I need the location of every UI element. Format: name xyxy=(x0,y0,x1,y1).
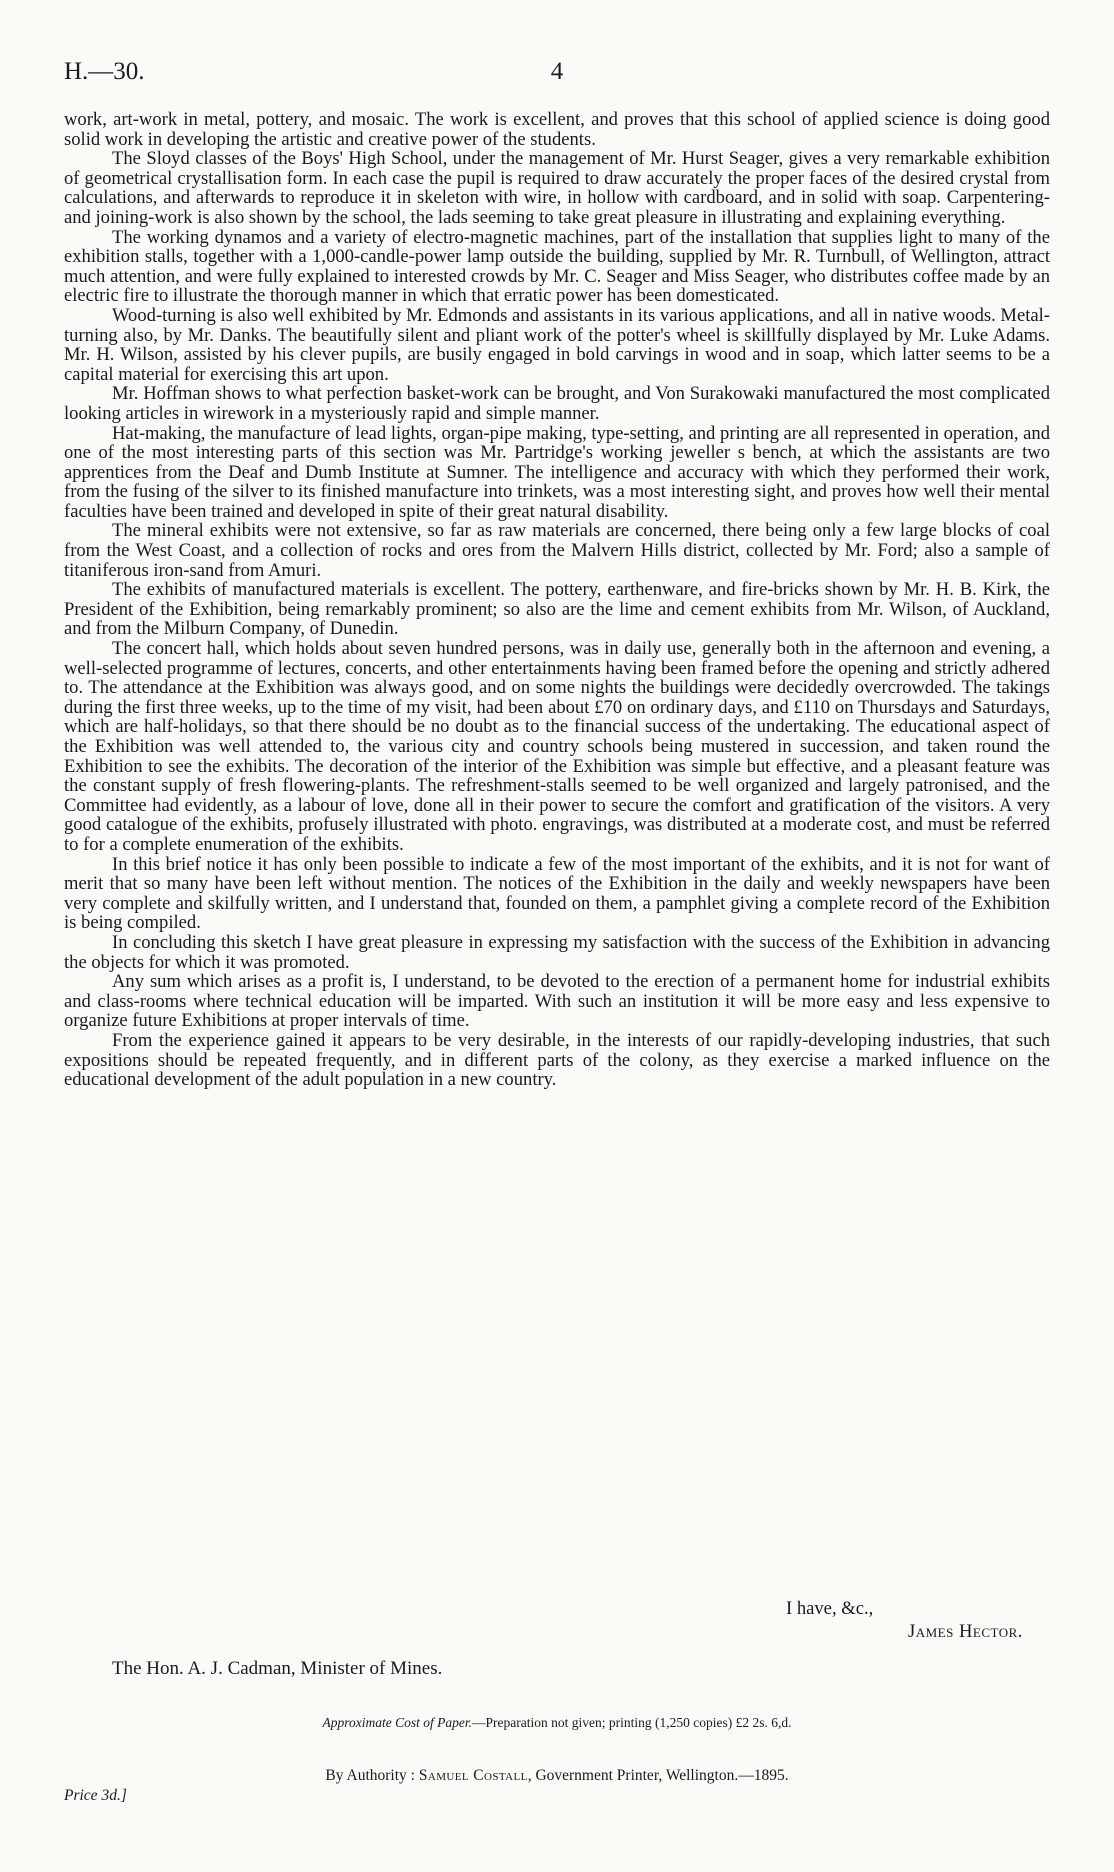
paragraph: The mineral exhibits were not extensive, so far as raw materials are concerned, there being only a few large blocks of coal from the West Coast, and a collection of rocks and ores from the Malvern Hills district, collected by Mr. Ford; also a sample of titaniferous iron-sand from Amuri. xyxy=(64,520,1050,581)
paragraph: Mr. Hoffman shows to what perfection basket-work can be brought, and Von Surakowaki manufactured the most complicated looking articles in wirework in a mysteriously rapid and simple manner. xyxy=(64,383,1050,424)
paragraph: In concluding this sketch I have great pleasure in expressing my satisfaction with the success of the Exhibition in advancing the objects for which it was promoted. xyxy=(64,931,1050,973)
paragraph: The exhibits of manufactured materials is excellent. The pottery, earthenware, and fire-bricks shown by Mr. H. B. Kirk, the President of the Exhibition, being remarkably prominent; so also are the lime and cement exhibits from Mr. Wilson, of Auckland, and from the Milburn Company, of Dunedin. xyxy=(64,579,1050,640)
paragraph: Wood-turning is also well exhibited by Mr. Edmonds and assistants in its various applications, and all in native woods. Metal-turning also, by Mr. Danks. The beautifully silent and pliant work of the potter's wheel is skillfully displayed by Mr. Luke Adams. Mr. H. Wilson, assisted by his clever pupils, are busily engaged in bold carvings in wood and in soap, which latter seems to be a capital material for exercising this art upon. xyxy=(64,304,1050,385)
cost-note-label: Approximate Cost of Paper. xyxy=(322,1715,473,1730)
paragraph: The working dynamos and a variety of electro-magnetic machines, part of the installation that supplies light to many of the exhibition stalls, together with a 1,000-candle-power lamp outside the building, supplied by Mr. R. Turnbull, of Wellington, attract much attention, and were fully explained to interested crowds by Mr. C. Seager and Miss Seager, who distributes coffee made by an electric fire to illustrate the thorough manner in which that erratic power has been domesticated. xyxy=(64,226,1050,307)
imprint-prefix: By Authority : xyxy=(325,1767,419,1784)
valediction: I have, &c., xyxy=(786,1598,874,1619)
page-number: 4 xyxy=(550,58,564,85)
paragraph: The Sloyd classes of the Boys' High School, under the management of Mr. Hurst Seager, gives a very remarkable exhibition of geometrical crystallisation form. In each case the pupil is required to draw accurately the proper faces of the desired crystal from calculations, and afterwards to reproduce it in skeleton with wire, in hollow with cardboard, and in solid with soap. Carpentering- and joining-work is also shown by the school, the lads seeming to take great pleasure in illustrating and explaining everything. xyxy=(64,148,1050,228)
paragraph: From the experience gained it appears to be very desirable, in the interests of our rapidly-developing industries, that such expositions should be repeated frequently, and in different parts of the colony, as they exercise a marked influence on the educational development of the adult population in a new country. xyxy=(64,1029,1050,1091)
letter-closing xyxy=(64,1599,1050,1645)
paragraph: In this brief notice it has only been possible to indicate a few of the most important of the exhibits, and it is not for want of merit that so many have been left without mention. The notices of the Exhibition in the daily and weekly newspapers have been very complete and skilfully written, and I understand that, founded on them, a pamphlet giving a complete record of the Exhibition is being compiled. xyxy=(64,853,1050,934)
paragraph: The concert hall, which holds about seven hundred persons, was in daily use, generally both in the afternoon and evening, a well-selected programme of lectures, concerts, and other entertainments having been framed before the opening and strictly adhered to. The attendance at the Exhibition was always good, and on some nights the buildings were decidedly overcrowded. The takings during the first three weeks, up to the time of my visit, had been about £70 on ordinary days, and £110 on Thursdays and Saturdays, which are half-holidays, so that there should be no doubt as to the financial success of the undertaking. The educational aspect of the Exhibition was well attended to, the various city and country schools being mustered in succession, and taken round the Exhibition to see the exhibits. The decoration of the interior of the Exhibition was simple but effective, and a pleasant feature was the constant supply of fresh flowering-plants. The refreshment-stalls seemed to be well organized and largely patronised, and the Committee had evidently, as a labour of love, done all in their power to secure the comfort and gratification of the visitors. A very good catalogue of the exhibits, profusely illustrated with photo. engravings, was distributed at a moderate cost, and must be referred to for a complete enumeration of the exhibits. xyxy=(64,638,1050,855)
printer-imprint xyxy=(0,1767,1114,1785)
document-code: H.—30. xyxy=(64,58,145,85)
cost-note-text: —Preparation not given; printing (1,250 copies) £2 2s. 6,d. xyxy=(472,1715,792,1730)
addressee: The Hon. A. J. Cadman, Minister of Mines. xyxy=(112,1658,443,1679)
printer-name: Samuel Costall xyxy=(418,1767,528,1784)
paragraph: Any sum which arises as a profit is, I understand, to be devoted to the erection of a permanent home for industrial exhibits and class-rooms where technical education will be imparted. With such an institution it will be more easy and less expensive to organize future Exhibitions at proper intervals of time. xyxy=(64,971,1050,1032)
price-note: Price 3d.] xyxy=(64,1787,127,1804)
paragraph: work, art-work in metal, pottery, and mosaic. The work is excellent, and proves that this school of applied science is doing good solid work in developing the artistic and creative power of the students. xyxy=(64,109,1050,150)
page-header xyxy=(64,58,1050,94)
report-body xyxy=(64,110,1050,1090)
signature: James Hector. xyxy=(908,1621,1023,1642)
paragraph: Hat-making, the manufacture of lead lights, organ-pipe making, type-setting, and printing are all represented in operation, and one of the most interesting parts of this section was Mr. Partridge's working jeweller s bench, at which the assistants are two apprentices from the Deaf and Dumb Institute at Sumner. The intelligence and accuracy with which they performed their work, from the fusing of the silver to its finished manufacture into trinkets, was a most interesting sight, and proves how well their mental faculties have been trained and developed in spite of their great natural disability. xyxy=(64,422,1050,522)
imprint-suffix: , Government Printer, Wellington.—1895. xyxy=(527,1767,789,1784)
cost-note xyxy=(0,1715,1114,1731)
